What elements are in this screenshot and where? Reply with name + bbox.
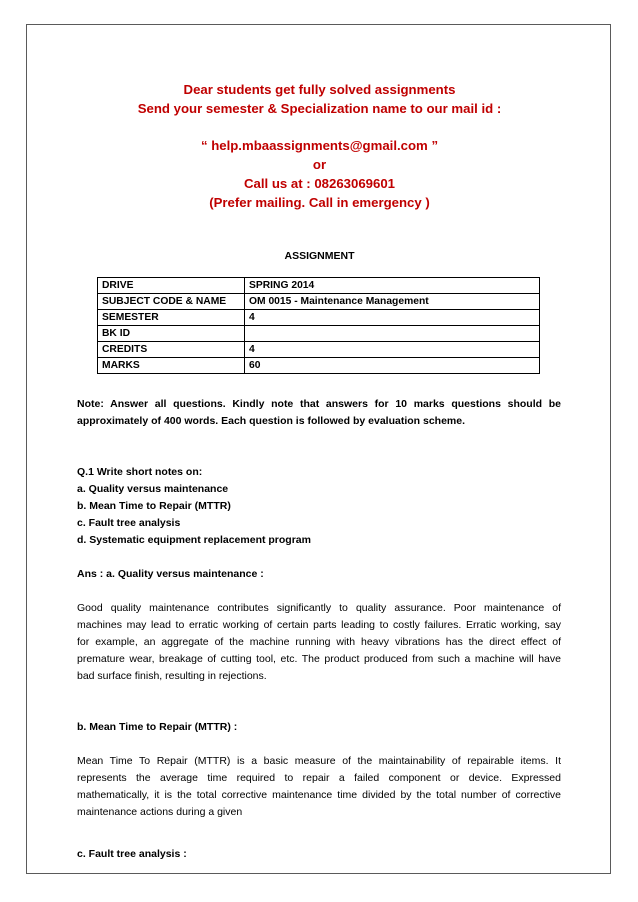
answer-a-line: premature wear, breakage of cutting tool, etc. The product produced from such a machine will have bbox=[77, 653, 561, 665]
header-line-1: Dear students get fully solved assignments bbox=[183, 82, 456, 97]
answer-b-line: maintenance actions during a given bbox=[77, 806, 243, 818]
table-value: SPRING 2014 bbox=[245, 278, 540, 294]
table-key: CREDITS bbox=[98, 342, 245, 358]
note-line-2: approximately of 400 words. Each question is followed by evaluation scheme. bbox=[77, 415, 466, 427]
table-value: 60 bbox=[245, 358, 540, 374]
header-email: “ help.mbaassignments@gmail.com ” bbox=[200, 138, 439, 153]
assignment-title: ASSIGNMENT bbox=[284, 250, 355, 262]
table-row bbox=[98, 278, 540, 294]
table-key: SUBJECT CODE & NAME bbox=[98, 294, 245, 310]
table-key: DRIVE bbox=[98, 278, 245, 294]
answer-b-line: Mean Time To Repair (MTTR) is a basic measure of the maintainability of repairable items. It bbox=[77, 755, 561, 767]
document-body bbox=[77, 396, 561, 863]
question-heading: Q.1 Write short notes on: bbox=[77, 466, 203, 478]
answer-b-heading: b. Mean Time to Repair (MTTR) : bbox=[77, 721, 238, 733]
answer-c-heading: c. Fault tree analysis : bbox=[77, 848, 187, 860]
answer-a-line: bad surface finish, resulting in rejections. bbox=[77, 670, 267, 682]
table-key: MARKS bbox=[98, 358, 245, 374]
header-prefer: (Prefer mailing. Call in emergency ) bbox=[209, 195, 430, 210]
note-line-1: Note: Answer all questions. Kindly note that answers for 10 marks questions should be bbox=[77, 398, 561, 410]
table-key: BK ID bbox=[98, 326, 245, 342]
question-item: c. Fault tree analysis bbox=[77, 517, 181, 529]
answer-a-line: Good quality maintenance contributes significantly to quality assurance. Poor maintenance of bbox=[77, 602, 561, 614]
document-page bbox=[26, 24, 611, 874]
answer-a-heading: Ans : a. Quality versus maintenance : bbox=[77, 568, 264, 580]
table-value bbox=[245, 326, 540, 342]
table-value: 4 bbox=[245, 310, 540, 326]
question-item: d. Systematic equipment replacement program bbox=[77, 534, 311, 546]
table-row bbox=[98, 358, 540, 374]
promo-header bbox=[27, 80, 612, 212]
answer-b-line: represents the average time required to repair a failed component or device. Expressed bbox=[77, 772, 561, 784]
question-item: b. Mean Time to Repair (MTTR) bbox=[77, 500, 231, 512]
header-line-2: Send your semester & Specialization name to our mail id : bbox=[137, 101, 502, 116]
assignment-info-table bbox=[97, 277, 540, 374]
question-item: a. Quality versus maintenance bbox=[77, 483, 229, 495]
answer-a-line: machines may lead to erratic working of certain parts leading to costly failures. Erratic working, say bbox=[77, 619, 561, 631]
table-value: OM 0015 - Maintenance Management bbox=[245, 294, 540, 310]
table-key: SEMESTER bbox=[98, 310, 245, 326]
answer-b-line: mathematically, it is the total corrective maintenance time divided by the total number of corrective bbox=[77, 789, 561, 801]
table-row bbox=[98, 342, 540, 358]
table-row bbox=[98, 294, 540, 310]
table-value: 4 bbox=[245, 342, 540, 358]
header-call: Call us at : 08263069601 bbox=[243, 176, 396, 191]
table-row bbox=[98, 326, 540, 342]
table-row bbox=[98, 310, 540, 326]
header-or: or bbox=[312, 157, 327, 172]
answer-a-line: for example, an aggregate of the machine running with heavy vibrations has the direct effect of bbox=[77, 636, 561, 648]
